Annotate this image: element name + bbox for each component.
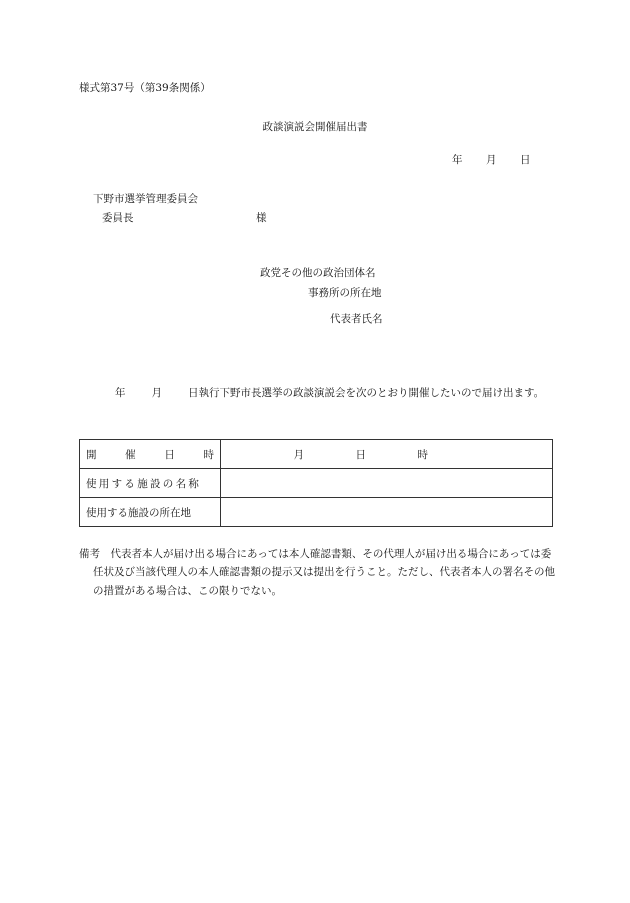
facility-address-label-cell [80, 498, 221, 527]
addressee-honorific: 様 [256, 212, 267, 224]
datetime-month-label: 月 [293, 448, 304, 461]
label-char: 時 [203, 448, 214, 461]
label-char: 日 [164, 448, 175, 461]
label-char: 開 [86, 448, 97, 461]
remarks-note: 備考 代表者本人が届け出る場合にあっては本人確認書類、その代理人が届け出る場合にあっては委任状及び当該代理人の本人確認書類の提示又は提出を行うこと。ただし、代表者本人の署名その他の措置がある場合は、この限りでない。 [79, 548, 555, 597]
form-number: 様式第37号（第39条関係） [79, 82, 211, 94]
facility-name-value-cell[interactable] [221, 469, 553, 498]
datetime-label-cell [80, 440, 221, 469]
datetime-day-label: 日 [355, 448, 366, 461]
table-row [80, 469, 553, 498]
applicant-address-label: 事務所の所在地 [308, 287, 382, 299]
body-text: 日執行下野市長選挙の政談演説会を次のとおり開催したいので届け出ます。 [188, 387, 545, 399]
facility-address-label: 使用する施設の所在地 [86, 506, 191, 519]
applicant-organization-label: 政党その他の政治団体名 [260, 267, 376, 279]
body-month-label: 月 [151, 387, 162, 399]
body-year-label: 年 [115, 387, 126, 399]
datetime-value-cell[interactable] [221, 440, 553, 469]
table-row [80, 440, 553, 469]
addressee-title: 委員長 [102, 212, 134, 224]
date-year-label: 年 [452, 154, 463, 166]
date-month-label: 月 [486, 154, 497, 166]
label-char: 催 [125, 448, 136, 461]
addressee-organization: 下野市選挙管理委員会 [93, 193, 198, 205]
submission-date [452, 154, 531, 168]
facility-address-value-cell[interactable] [221, 498, 553, 527]
date-day-label: 日 [520, 154, 531, 166]
applicant-representative-label: 代表者氏名 [330, 313, 383, 325]
event-details-table [79, 439, 553, 527]
datetime-hour-label: 時 [417, 448, 428, 461]
facility-name-label: 使用する施設の名称 [86, 477, 202, 490]
body-paragraph [79, 385, 553, 401]
table-row [80, 498, 553, 527]
facility-name-label-cell [80, 469, 221, 498]
document-title: 政談演説会開催届出書 [262, 121, 368, 133]
